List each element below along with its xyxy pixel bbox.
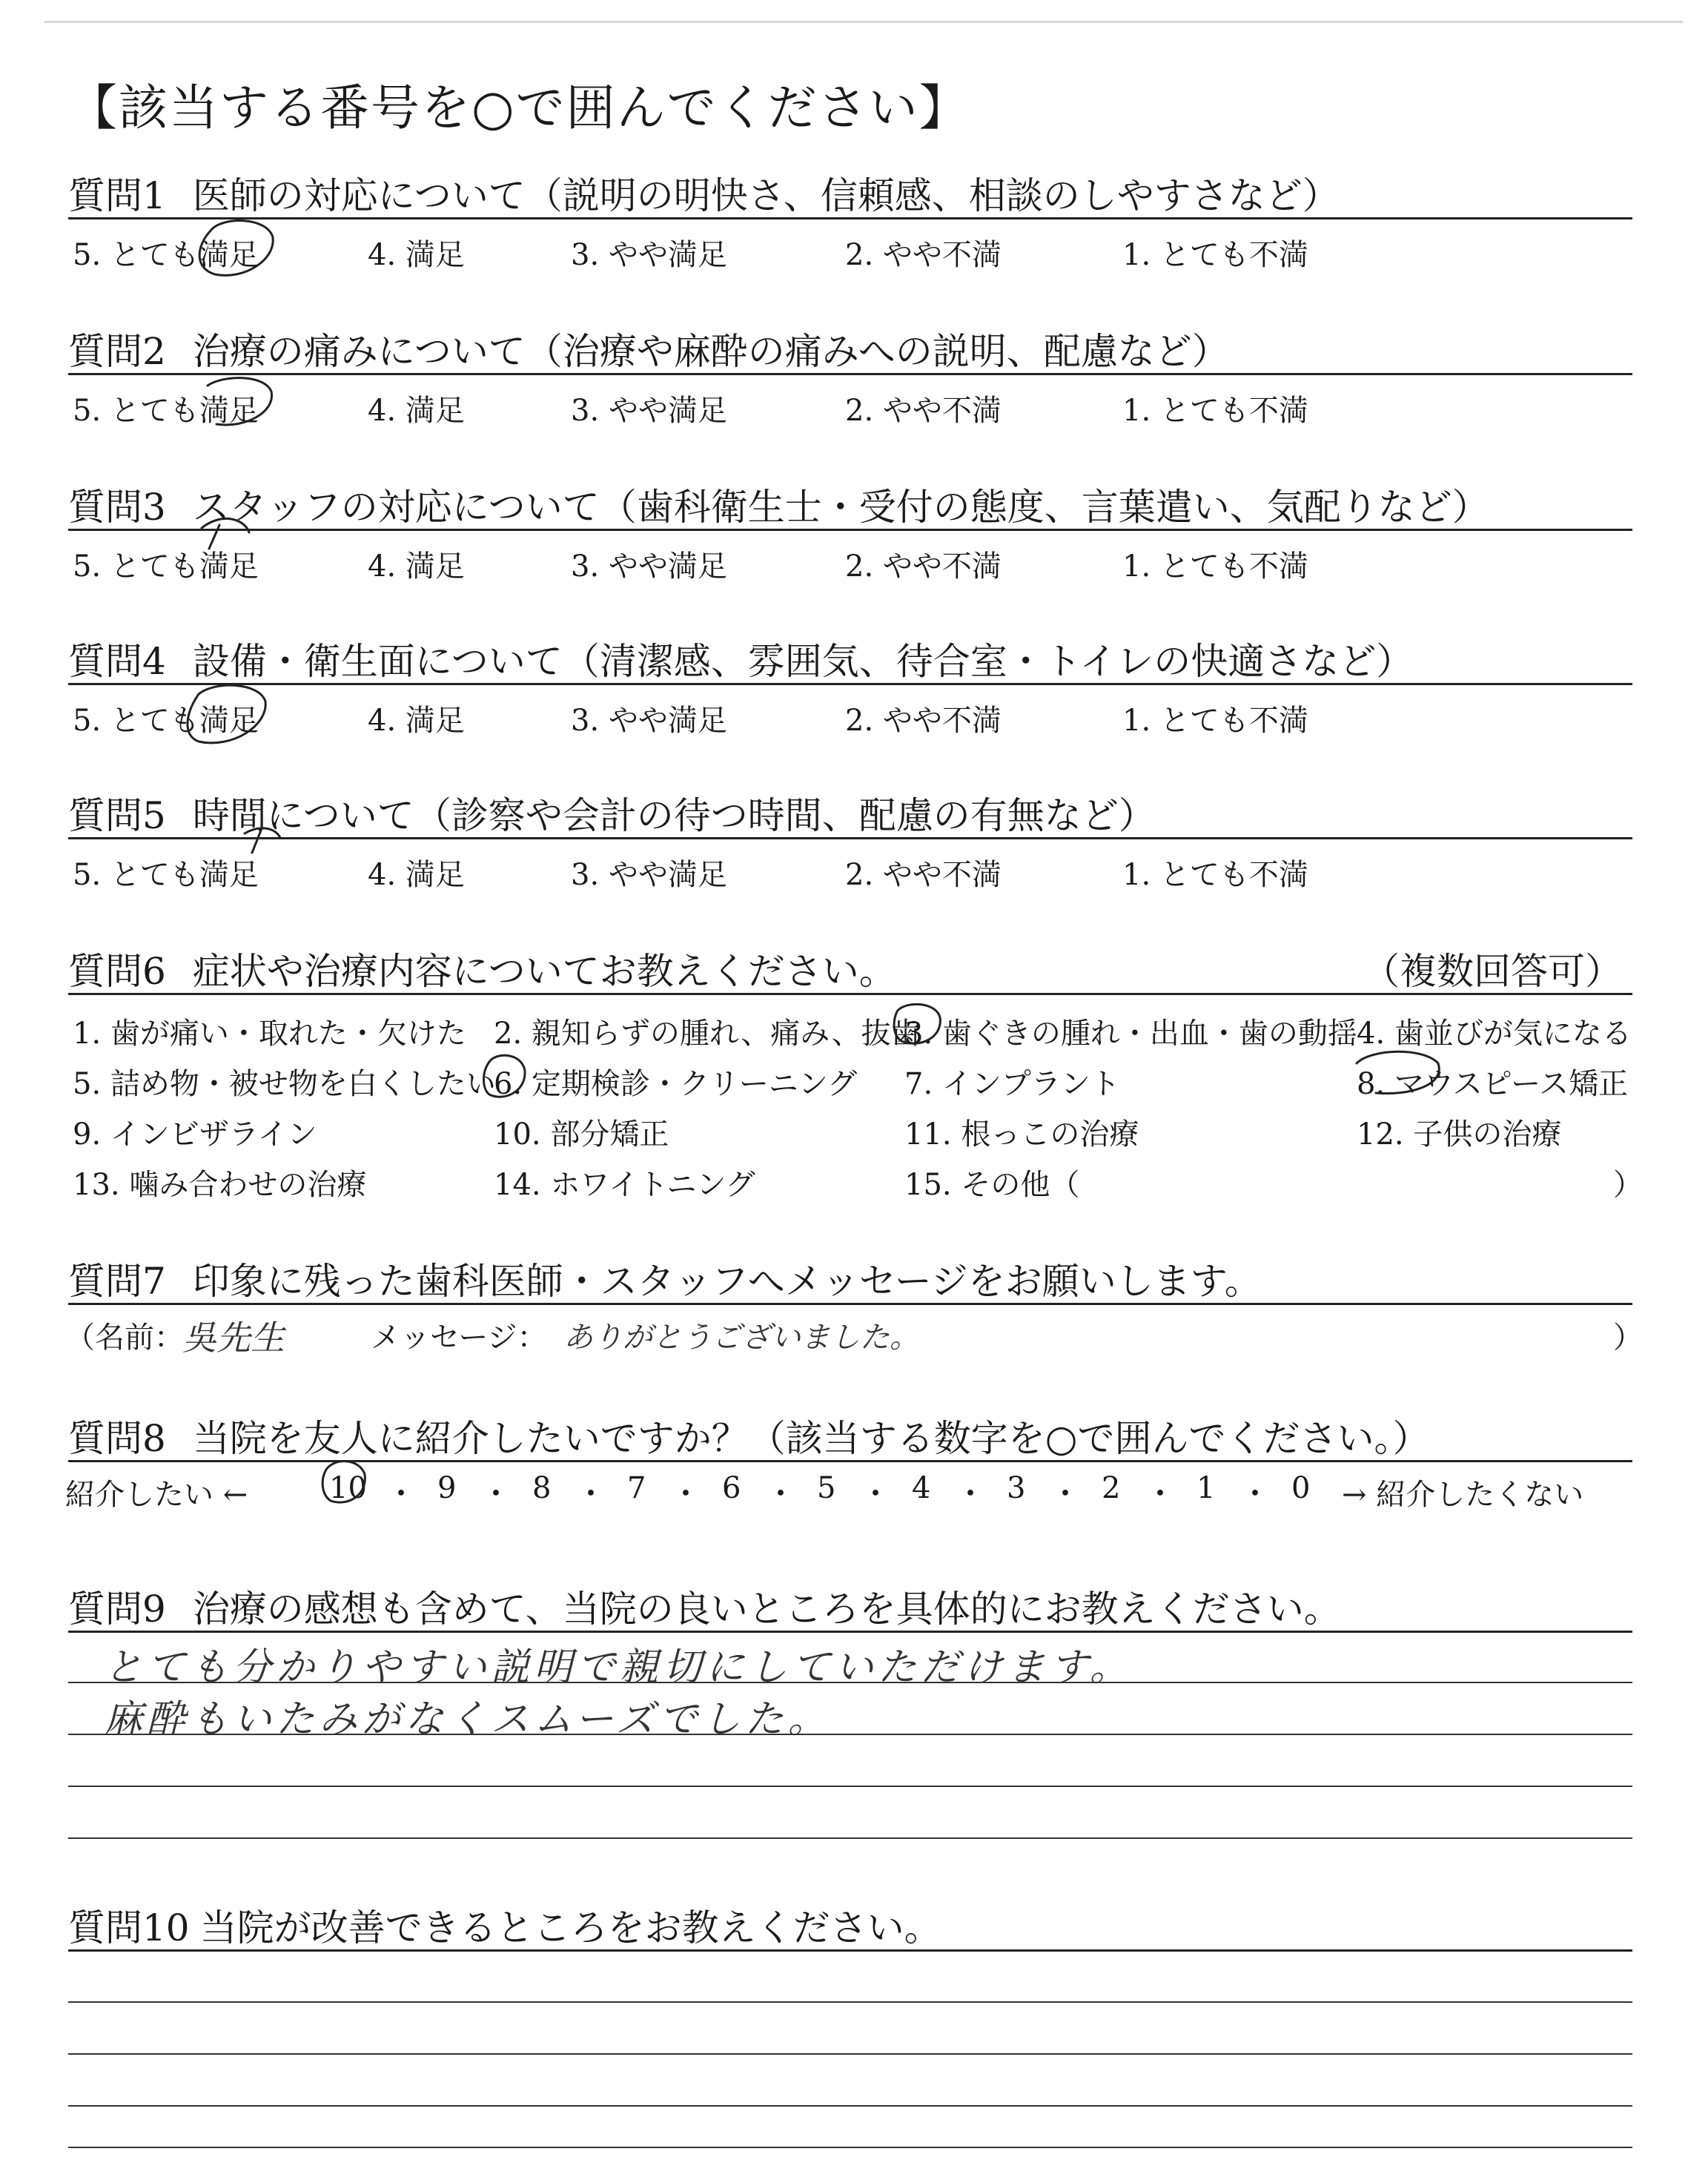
q8-scale-10[interactable]: 10: [329, 1471, 367, 1505]
q5-option-2[interactable]: 2. やや不満: [845, 858, 1002, 892]
q6-option-3[interactable]: 3. 歯ぐきの腫れ・出血・歯の動揺: [904, 1017, 1357, 1051]
q2-option-3[interactable]: 3. やや満足: [571, 394, 727, 428]
question-7-label: 質問7: [68, 1260, 166, 1303]
q8-separator: ・: [860, 1476, 892, 1512]
q4-option-5[interactable]: 5. とても満足: [73, 704, 259, 738]
question-4-rule: [68, 683, 1632, 685]
question-4-text: 設備・衛生面について（清潔感、雰囲気、待合室・トイレの快適さなど）: [192, 640, 1414, 683]
q6-option-4[interactable]: 4. 歯並びが気になる: [1357, 1017, 1632, 1051]
question-10: [68, 1898, 941, 1952]
question-8-text: 当院を友人に紹介したいですか？（該当する数字を○で囲んでください。）: [192, 1417, 1430, 1460]
q1-option-2[interactable]: 2. やや不満: [845, 238, 1002, 272]
question-8: [68, 1409, 1429, 1462]
question-1-text: 医師の対応について（説明の明快さ、信頼感、相談のしやすさなど）: [192, 174, 1340, 217]
question-8-label: 質問8: [68, 1417, 166, 1460]
q8-separator: ・: [575, 1476, 607, 1512]
q10-write-line-3: [68, 2105, 1632, 2107]
q1-option-5[interactable]: 5. とても満足: [73, 238, 259, 272]
q6-other-close-paren: ）: [1613, 1168, 1643, 1202]
question-9: [68, 1579, 1341, 1633]
q10-write-line-2: [68, 2053, 1632, 2055]
q8-separator: ・: [480, 1476, 512, 1512]
page-title: 【該当する番号を○で囲んでください】: [68, 79, 970, 136]
q6-option-10[interactable]: 10. 部分矯正: [494, 1117, 669, 1152]
question-8-rule: [68, 1460, 1632, 1462]
q4-option-2[interactable]: 2. やや不満: [845, 704, 1002, 738]
q1-option-4[interactable]: 4. 満足: [368, 238, 465, 272]
q8-separator: ・: [1050, 1476, 1082, 1512]
question-4: [68, 632, 1413, 685]
q7-message-value[interactable]: ありがとうございました。: [563, 1321, 919, 1355]
q9-write-line-4: [68, 1837, 1632, 1839]
q8-separator: ・: [385, 1476, 417, 1512]
q8-scale-7[interactable]: 7: [627, 1471, 646, 1505]
question-7-rule: [68, 1303, 1632, 1305]
question-10-label: 質問10: [68, 1906, 190, 1949]
question-3-rule: [68, 529, 1632, 531]
q2-option-1[interactable]: 1. とても不満: [1122, 394, 1308, 428]
q8-separator: ・: [1239, 1476, 1271, 1512]
scan-edge-line: [44, 21, 1683, 23]
q2-option-5[interactable]: 5. とても満足: [73, 394, 259, 428]
q8-right-label: → 紹介したくない: [1342, 1478, 1584, 1512]
question-10-text: 当院が改善できるところをお教えください。: [199, 1906, 941, 1949]
q6-option-9[interactable]: 9. インビザライン: [73, 1117, 317, 1152]
q1-option-1[interactable]: 1. とても不満: [1122, 238, 1308, 272]
q5-option-1[interactable]: 1. とても不満: [1122, 858, 1308, 892]
q5-option-5[interactable]: 5. とても満足: [73, 858, 259, 892]
question-1: [68, 166, 1340, 219]
question-3-text: スタッフの対応について（歯科衛生士・受付の態度、言葉遣い、気配りなど）: [192, 486, 1489, 529]
question-2-text: 治療の痛みについて（治療や麻酔の痛みへの説明、配慮など）: [192, 330, 1229, 373]
question-1-label: 質問1: [68, 174, 166, 217]
q8-separator: ・: [670, 1476, 702, 1512]
q4-option-3[interactable]: 3. やや満足: [571, 704, 727, 738]
q4-option-1[interactable]: 1. とても不満: [1122, 704, 1308, 738]
q7-message-label: メッセージ：: [371, 1321, 547, 1355]
q6-option-15[interactable]: 15. その他（: [904, 1168, 1080, 1202]
q8-scale-6[interactable]: 6: [722, 1471, 741, 1505]
q6-option-11[interactable]: 11. 根っこの治療: [904, 1117, 1139, 1152]
q10-write-line-4: [68, 2147, 1632, 2148]
question-3-label: 質問3: [68, 486, 166, 529]
question-5: [68, 786, 1156, 839]
q9-answer-line-1[interactable]: とても分かりやすい説明で親切にしていただけます。: [104, 1645, 1133, 1690]
q3-option-3[interactable]: 3. やや満足: [571, 549, 727, 584]
question-2-rule: [68, 373, 1632, 375]
q9-answer-line-2[interactable]: 麻酔もいたみがなくスムーズでした。: [104, 1697, 831, 1742]
q3-option-4[interactable]: 4. 満足: [368, 549, 465, 584]
q7-close-paren: ）: [1613, 1321, 1643, 1355]
question-7: [68, 1252, 1262, 1305]
q6-option-8[interactable]: 8. マウスピース矯正: [1357, 1067, 1629, 1101]
q6-option-1[interactable]: 1. 歯が痛い・取れた・欠けた: [73, 1017, 466, 1051]
question-4-label: 質問4: [68, 640, 166, 683]
question-2: [68, 322, 1229, 375]
q2-option-4[interactable]: 4. 満足: [368, 394, 465, 428]
question-5-rule: [68, 837, 1632, 839]
q8-scale-2[interactable]: 2: [1102, 1471, 1121, 1505]
q8-scale-3[interactable]: 3: [1007, 1471, 1026, 1505]
q6-option-5[interactable]: 5. 詰め物・被せ物を白くしたい: [73, 1067, 496, 1101]
q3-option-2[interactable]: 2. やや不満: [845, 549, 1002, 584]
question-6-label: 質問6: [68, 950, 166, 993]
q6-option-7[interactable]: 7. インプラント: [904, 1067, 1120, 1101]
q7-name-label: （名前：: [65, 1321, 184, 1355]
q6-option-13[interactable]: 13. 噛み合わせの治療: [73, 1168, 367, 1202]
q8-scale-1[interactable]: 1: [1196, 1471, 1216, 1505]
q9-write-line-3: [68, 1786, 1632, 1787]
q7-name-value[interactable]: 吳先生: [182, 1318, 285, 1358]
q2-option-2[interactable]: 2. やや不満: [845, 394, 1002, 428]
q8-scale-0[interactable]: 0: [1291, 1471, 1311, 1505]
q8-left-label: 紹介したい ←: [65, 1478, 248, 1512]
question-1-rule: [68, 217, 1632, 219]
question-5-text: 時間について（診察や会計の待つ時間、配慮の有無など）: [192, 794, 1156, 837]
q8-scale-9[interactable]: 9: [437, 1471, 457, 1505]
question-6-text: 症状や治療内容についてお教えください。: [192, 950, 896, 993]
q8-scale-4[interactable]: 4: [912, 1471, 931, 1505]
q3-option-5[interactable]: 5. とても満足: [73, 549, 259, 584]
q1-option-3[interactable]: 3. やや満足: [571, 238, 727, 272]
q3-option-1[interactable]: 1. とても不満: [1122, 549, 1308, 584]
question-3: [68, 478, 1489, 531]
q8-separator: ・: [955, 1476, 987, 1512]
q6-option-6[interactable]: 6. 定期検診・クリーニング: [494, 1067, 858, 1101]
question-2-label: 質問2: [68, 330, 166, 373]
q4-option-4[interactable]: 4. 満足: [368, 704, 465, 738]
question-5-label: 質問5: [68, 794, 166, 837]
q5-option-3[interactable]: 3. やや満足: [571, 858, 727, 892]
q6-option-12[interactable]: 12. 子供の治療: [1357, 1117, 1562, 1152]
question-6: [68, 942, 896, 995]
q5-option-4[interactable]: 4. 満足: [368, 858, 465, 892]
question-7-text: 印象に残った歯科医師・スタッフへメッセージをお願いします。: [192, 1260, 1262, 1303]
q9-write-line-2: [68, 1734, 1632, 1735]
q8-scale-8[interactable]: 8: [532, 1471, 552, 1505]
question-6-rule: [68, 993, 1632, 995]
q8-separator: ・: [1145, 1476, 1176, 1512]
q8-scale-5[interactable]: 5: [817, 1471, 836, 1505]
question-9-text: 治療の感想も含めて、当院の良いところを具体的にお教えください。: [192, 1588, 1341, 1631]
q10-write-line-1: [68, 2001, 1632, 2003]
question-9-rule: [68, 1631, 1632, 1633]
q6-option-2[interactable]: 2. 親知らずの腫れ、痛み、抜歯: [494, 1017, 921, 1051]
q6-option-14[interactable]: 14. ホワイトニング: [494, 1168, 755, 1202]
question-6-note: （複数回答可）: [1363, 950, 1622, 993]
q9-write-line-1: [68, 1682, 1632, 1683]
q8-separator: ・: [765, 1476, 797, 1512]
question-10-rule: [68, 1949, 1632, 1952]
question-9-label: 質問9: [68, 1588, 166, 1631]
